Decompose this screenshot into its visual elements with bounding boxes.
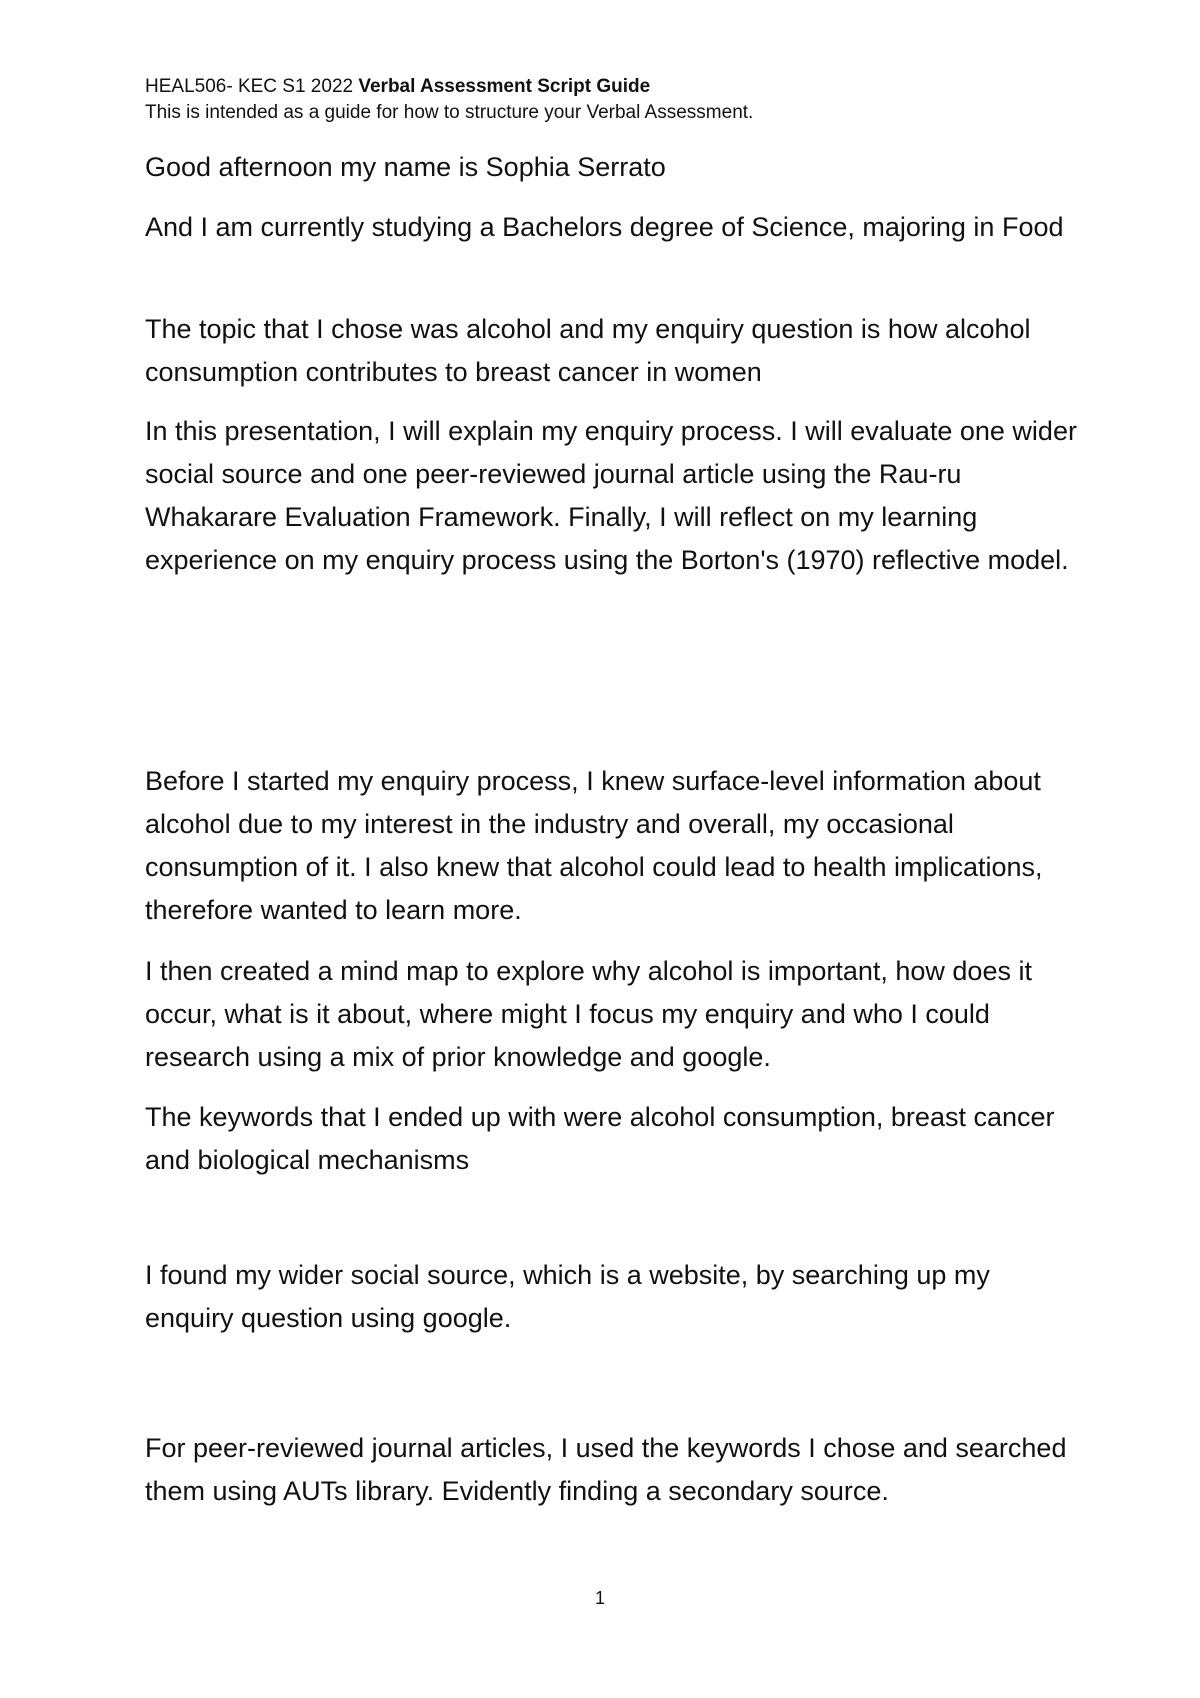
header-subtitle: This is intended as a guide for how to structure your Verbal Assessment. <box>145 102 754 123</box>
page-number: 1 <box>594 1588 605 1608</box>
header-title: Verbal Assessment Script Guide <box>358 76 651 97</box>
paragraph-peer-reviewed: For peer-reviewed journal articles, I used the keywords I chose and searched them using AUTs library. Evidently finding a secondary source. <box>145 1433 1067 1506</box>
paragraph-greeting: Good afternoon my name is Sophia Serrato <box>145 152 666 182</box>
paragraph-overview: In this presentation, I will explain my enquiry process. I will evaluate one wider social source and one peer-reviewed journal article using the Rau-ru Whakarare Evaluation Framework. Finally, I will reflect on my learning experience on my enquiry process using the Borton's (1970) reflective model. <box>145 416 1077 575</box>
header-title-line <box>145 74 1105 100</box>
paragraph-mind-map: I then created a mind map to explore why alcohol is important, how does it occur, what is it about, where might I focus my enquiry and who I could research using a mix of prior knowledge and google. <box>145 956 1032 1072</box>
paragraph-wider-source: I found my wider social source, which is a website, by searching up my enquiry question using google. <box>145 1260 990 1333</box>
course-code: HEAL506- KEC S1 2022 <box>145 76 354 97</box>
paragraph-prior-knowledge: Before I started my enquiry process, I knew surface-level information about alcohol due to my interest in the industry and overall, my occasional consumption of it. I also knew that alcohol could lead to health implications, therefore wanted to learn more. <box>145 766 1043 925</box>
paragraph-study: And I am currently studying a Bachelors degree of Science, majoring in Food <box>145 212 1064 242</box>
paragraph-topic: The topic that I chose was alcohol and my enquiry question is how alcohol consumption contributes to breast cancer in women <box>145 314 1031 387</box>
document-header <box>145 74 1105 126</box>
paragraph-keywords: The keywords that I ended up with were alcohol consumption, breast cancer and biological mechanisms <box>145 1102 1055 1175</box>
